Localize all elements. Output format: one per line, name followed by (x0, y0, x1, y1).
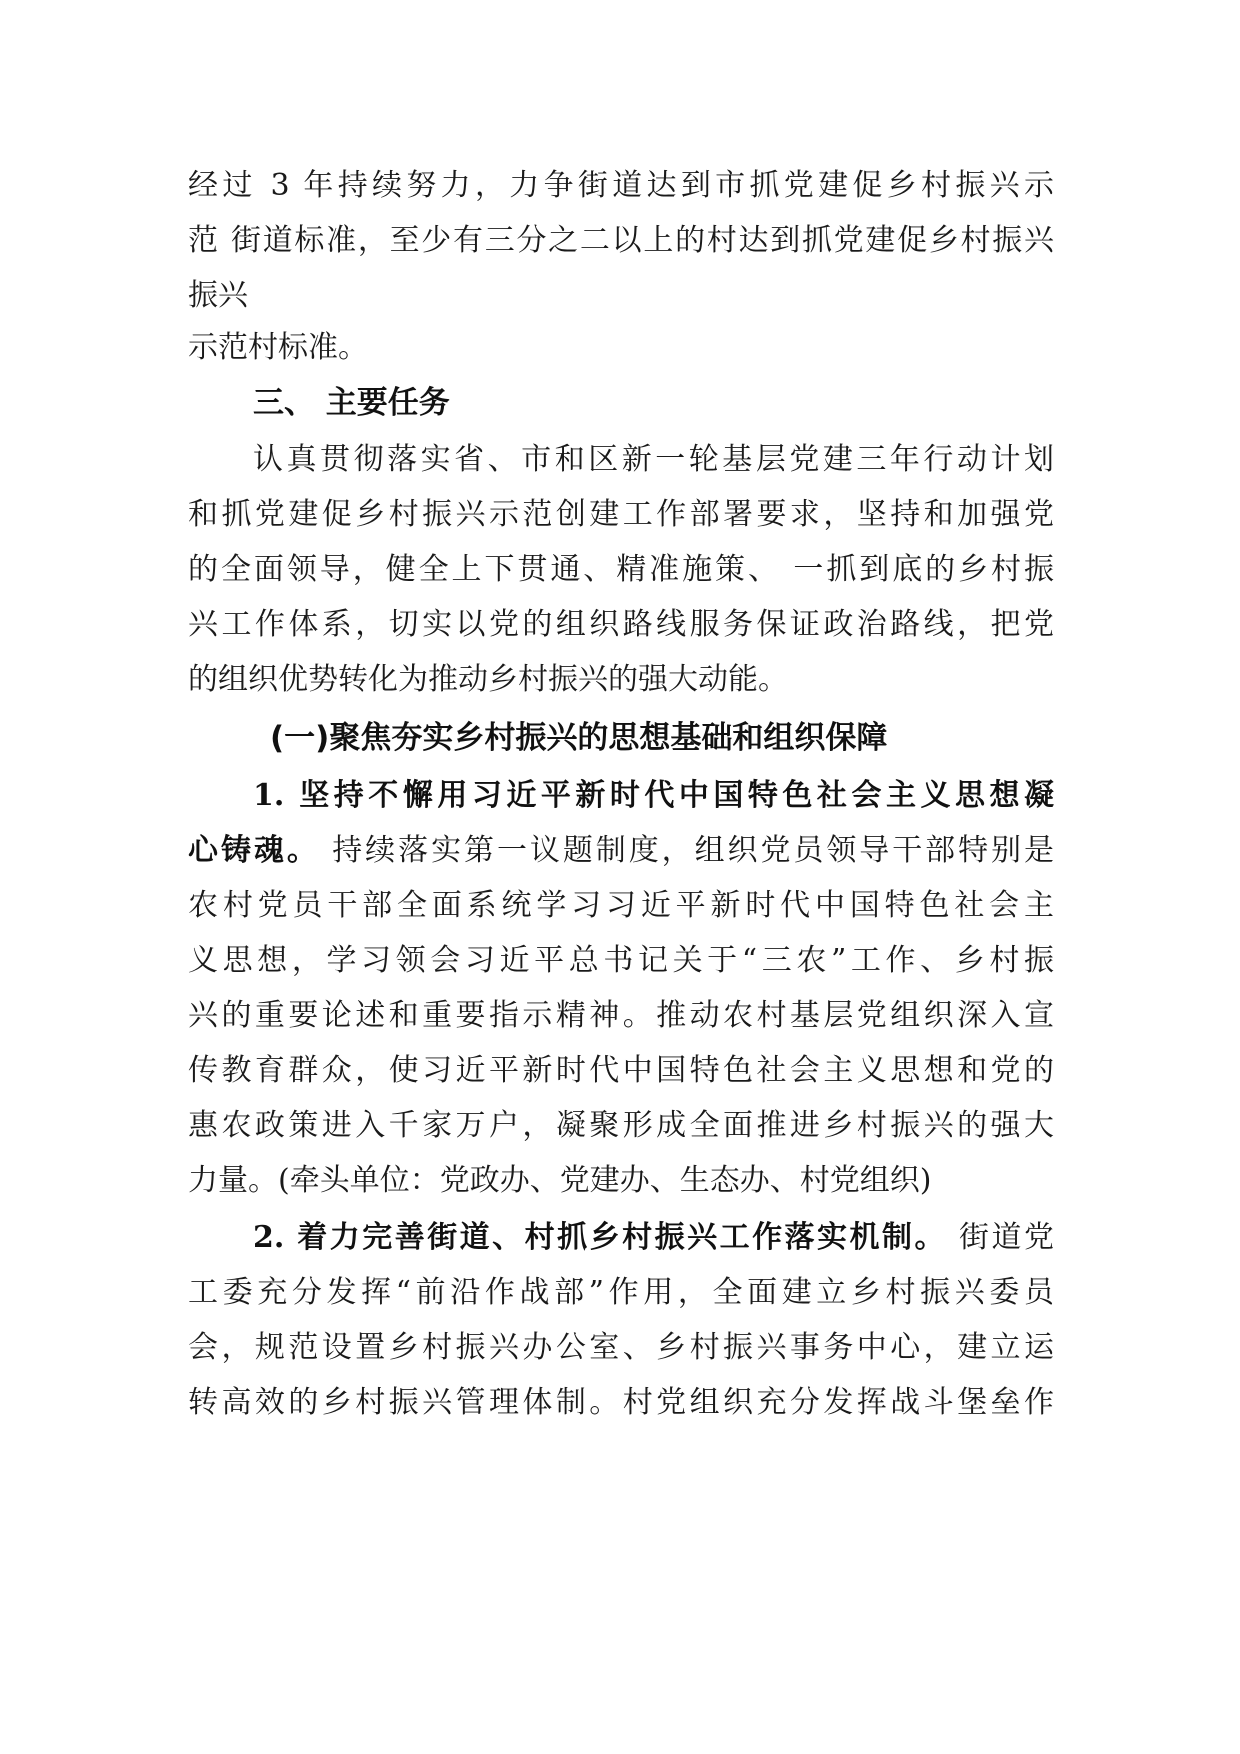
section3-line-3: 的全面领导，健全上下贯通、精准施策、 一抓到底的乡村振 (188, 552, 1054, 587)
section3-line-1: 认真贯彻落实省、市和区新一轮基层党建三年行动计划 (253, 442, 1054, 477)
item1-line-2 (188, 823, 1054, 879)
item1-line-4: 义思想，学习领会习近平总书记关于“三农”工作、乡村振 (188, 943, 1054, 978)
item2-title: 2. 着力完善街道、村抓乡村振兴工作落实机制。 (253, 1220, 947, 1255)
section3-line-2: 和抓党建促乡村振兴示范创建工作部署要求，坚持和加强党 (188, 497, 1054, 532)
section3-line-4: 兴工作体系，切实以党的组织路线服务保证政治路线，把党 (188, 607, 1054, 642)
item1-line-8: 力量。(牵头单位：党政办、党建办、生态办、村党组织) (188, 1163, 932, 1198)
subsection-heading-1: (一)聚焦夯实乡村振兴的思想基础和组织保障 (270, 720, 888, 756)
item1-line-6: 传教育群众，使习近平新时代中国特色社会主义思想和党的 (188, 1053, 1054, 1088)
item1-title-line-1: 1. 坚持不懈用习近平新时代中国特色社会主义思想凝 (253, 778, 1054, 813)
intro-line-2: 范 街道标准，至少有三分之二以上的村达到抓党建促乡村振兴 (188, 223, 1054, 258)
intro-line-3: 振兴 (188, 278, 248, 313)
section-heading-main-tasks: 三、 主要任务 (253, 385, 450, 421)
item2-line-1-rest: 街道党 (947, 1220, 1054, 1255)
item1-line-2-rest: 持续落实第一议题制度，组织党员领导干部特别是 (319, 833, 1054, 868)
item1-line-3: 农村党员干部全面系统学习习近平新时代中国特色社会主 (188, 888, 1054, 923)
section3-line-5: 的组织优势转化为推动乡村振兴的强大动能。 (188, 662, 788, 697)
intro-line-4: 示范村标准。 (188, 330, 368, 365)
item2-line-4: 转高效的乡村振兴管理体制。村党组织充分发挥战斗堡垒作 (188, 1385, 1054, 1420)
item1-title-line-2: 心铸魂。 (188, 833, 320, 868)
item2-line-3: 会，规范设置乡村振兴办公室、乡村振兴事务中心，建立运 (188, 1330, 1054, 1365)
item2-line-2: 工委充分发挥“前沿作战部”作用，全面建立乡村振兴委员 (188, 1275, 1054, 1310)
item2-line-1 (253, 1210, 1054, 1266)
item1-line-5: 兴的重要论述和重要指示精神。推动农村基层党组织深入宣 (188, 998, 1054, 1033)
intro-line-1: 经过 3 年持续努力，力争街道达到市抓党建促乡村振兴示 (188, 168, 1054, 203)
item1-line-7: 惠农政策进入千家万户，凝聚形成全面推进乡村振兴的强大 (188, 1108, 1054, 1143)
